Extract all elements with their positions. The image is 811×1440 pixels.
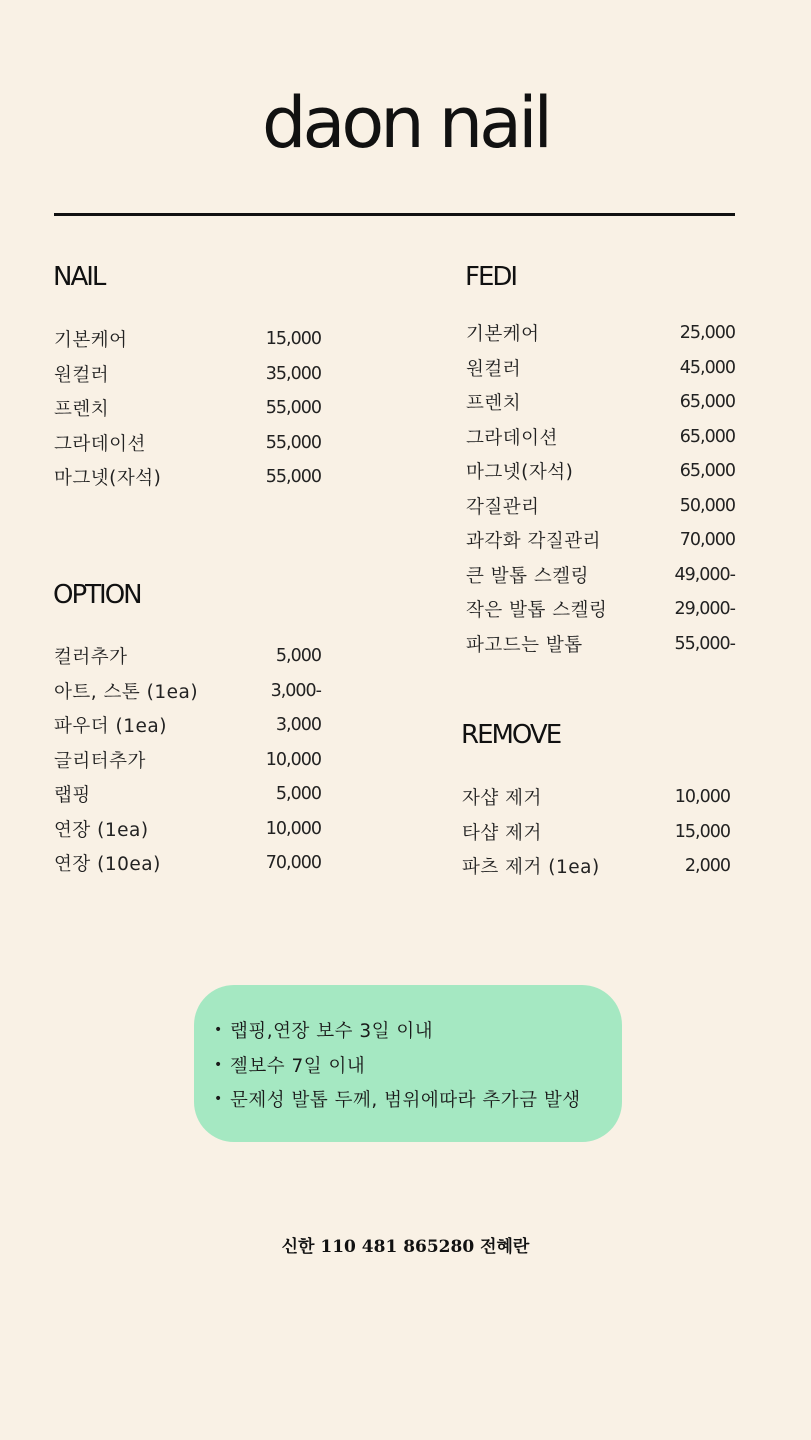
nail-heading: NAIL [53, 262, 105, 292]
price-row [54, 391, 321, 426]
page-title: daon nail [262, 82, 549, 164]
item-price: 25,000 [679, 323, 735, 344]
notice-text: 젤보수 7일 이내 [230, 1055, 366, 1077]
price-row [466, 523, 735, 558]
bullet-icon: • [214, 1022, 223, 1039]
item-price: 55,000 [265, 467, 321, 488]
price-row [466, 627, 735, 662]
item-name: 연장 (10ea) [54, 854, 161, 876]
item-name: 파우더 (1ea) [54, 716, 167, 738]
item-price: 55,000 [265, 432, 321, 453]
item-price: 10,000 [265, 818, 321, 839]
fedi-heading: FEDI [465, 262, 517, 292]
price-row [54, 426, 321, 461]
item-price: 29,000- [674, 599, 735, 620]
item-name: 원컬러 [54, 364, 110, 386]
item-price: 65,000 [679, 392, 735, 413]
price-row [54, 460, 321, 495]
item-name: 큰 발톱 스켈링 [466, 565, 589, 587]
option-price-list [54, 639, 321, 881]
item-price: 5,000 [275, 646, 321, 667]
item-name: 과각화 각질관리 [466, 531, 601, 553]
item-price: 10,000 [674, 787, 730, 808]
item-price: 10,000 [265, 749, 321, 770]
notice-list [214, 1013, 581, 1117]
item-price: 65,000 [679, 426, 735, 447]
option-heading: OPTION [53, 580, 141, 610]
price-row [54, 708, 321, 743]
item-name: 원컬러 [466, 358, 522, 380]
item-price: 2,000 [684, 856, 730, 877]
price-row [54, 674, 321, 709]
price-row [54, 357, 321, 392]
notice-box [194, 985, 622, 1142]
item-name: 마그넷(자석) [54, 468, 162, 490]
item-price: 65,000 [679, 461, 735, 482]
item-name: 그라데이션 [466, 427, 558, 449]
item-price: 5,000 [275, 784, 321, 805]
bank-account: 신한 110 481 865280 전혜란 [281, 1237, 530, 1257]
item-price: 49,000- [674, 564, 735, 585]
notice-item [214, 1013, 581, 1048]
item-name: 글리터추가 [54, 750, 146, 772]
item-name: 프렌치 [54, 399, 110, 421]
notice-text: 랩핑,연장 보수 3일 이내 [230, 1021, 434, 1043]
item-price: 3,000 [275, 715, 321, 736]
item-price: 3,000- [270, 680, 321, 701]
price-row [462, 849, 730, 884]
item-name: 자샵 제거 [462, 788, 542, 810]
item-name: 기본케어 [54, 330, 128, 352]
price-row [466, 420, 735, 455]
price-row [54, 639, 321, 674]
bullet-icon: • [214, 1091, 223, 1108]
item-name: 작은 발톱 스켈링 [466, 600, 608, 622]
item-name: 컬러추가 [54, 647, 128, 669]
item-name: 프렌치 [466, 393, 522, 415]
price-row [54, 777, 321, 812]
price-row [466, 385, 735, 420]
remove-heading: REMOVE [461, 720, 561, 750]
price-row [466, 558, 735, 593]
price-row [466, 351, 735, 386]
nail-price-list [54, 322, 321, 495]
item-price: 45,000 [679, 357, 735, 378]
item-price: 15,000 [674, 821, 730, 842]
item-name: 기본케어 [466, 324, 540, 346]
title-divider [54, 213, 735, 216]
price-row [54, 322, 321, 357]
item-price: 50,000 [679, 495, 735, 516]
item-price: 55,000 [265, 398, 321, 419]
item-name: 각질관리 [466, 496, 540, 518]
notice-item [214, 1082, 581, 1117]
item-name: 파츠 제거 (1ea) [462, 857, 600, 879]
item-name: 연장 (1ea) [54, 819, 149, 841]
item-name: 파고드는 발톱 [466, 634, 583, 656]
item-name: 그라데이션 [54, 433, 146, 455]
remove-price-list [462, 780, 730, 884]
item-name: 아트, 스톤 (1ea) [54, 681, 199, 703]
item-name: 랩핑 [54, 785, 91, 807]
price-row [466, 316, 735, 351]
price-row [466, 454, 735, 489]
price-row [54, 846, 321, 881]
price-row [54, 743, 321, 778]
fedi-price-list [466, 316, 735, 661]
item-price: 55,000- [674, 633, 735, 654]
price-row [462, 815, 730, 850]
item-name: 마그넷(자석) [466, 462, 574, 484]
price-row [466, 489, 735, 524]
item-name: 타샵 제거 [462, 822, 542, 844]
bullet-icon: • [214, 1056, 223, 1073]
item-price: 70,000 [265, 853, 321, 874]
price-row [466, 592, 735, 627]
notice-item [214, 1048, 581, 1083]
item-price: 35,000 [265, 363, 321, 384]
notice-text: 문제성 발톱 두께, 범위에따라 추가금 발생 [230, 1090, 581, 1112]
item-price: 70,000 [679, 530, 735, 551]
price-row [54, 812, 321, 847]
price-row [462, 780, 730, 815]
item-price: 15,000 [265, 329, 321, 350]
